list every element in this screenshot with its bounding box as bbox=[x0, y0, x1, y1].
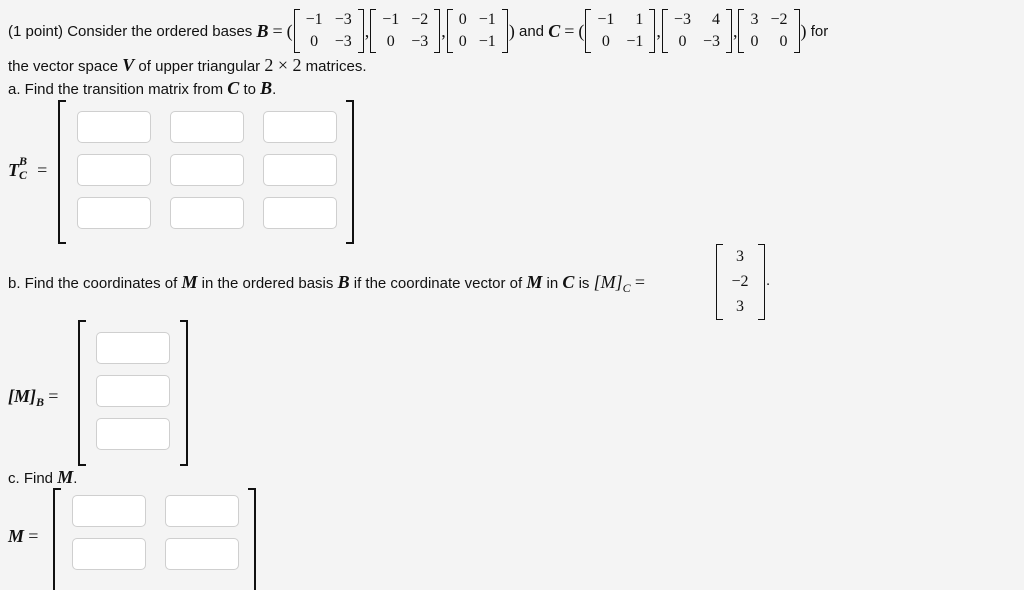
transition-matrix-input-r2c3[interactable] bbox=[263, 154, 337, 186]
coord-vector-label: [M] bbox=[8, 386, 36, 406]
text: . bbox=[766, 272, 771, 289]
m-symbol: M bbox=[181, 272, 198, 292]
part-b-prompt bbox=[8, 272, 645, 296]
close-paren: ) bbox=[508, 20, 515, 41]
coord-b-input-2[interactable] bbox=[96, 375, 170, 407]
left-bracket bbox=[58, 100, 66, 244]
basis-b-label: B bbox=[256, 20, 269, 41]
basis-c-matrix-1: −1 1 0 −1 bbox=[585, 9, 655, 53]
left-bracket bbox=[53, 488, 61, 590]
text: is bbox=[578, 275, 590, 292]
m-symbol: M bbox=[8, 526, 25, 546]
transition-matrix-input-r2c1[interactable] bbox=[77, 154, 151, 186]
comma: , bbox=[732, 20, 738, 41]
text: matrices. bbox=[305, 58, 367, 75]
t-symbol: T bbox=[8, 160, 19, 180]
text: . bbox=[272, 81, 277, 98]
vector-entry: 3 bbox=[736, 298, 744, 315]
superscript: B bbox=[19, 154, 28, 168]
equals-sign: = bbox=[564, 20, 575, 41]
transition-matrix-input-r3c2[interactable] bbox=[170, 197, 244, 229]
text: in bbox=[546, 275, 559, 292]
transition-matrix-input-r2c2[interactable] bbox=[170, 154, 244, 186]
dimensions: 2 × 2 bbox=[264, 55, 302, 75]
open-paren: ( bbox=[286, 20, 293, 41]
text: a. Find the transition matrix from bbox=[8, 81, 224, 98]
vector-entry: 3 bbox=[736, 248, 744, 265]
m-answer-label bbox=[8, 526, 38, 547]
text: c. Find bbox=[8, 470, 54, 487]
text: b. Find the coordinates of bbox=[8, 275, 178, 292]
vector-space-label: V bbox=[122, 55, 135, 75]
part-c-prompt bbox=[8, 467, 77, 488]
right-bracket bbox=[248, 488, 256, 590]
coord-b-input-3[interactable] bbox=[96, 418, 170, 450]
comma: , bbox=[656, 20, 661, 41]
right-bracket bbox=[758, 244, 765, 320]
m-input-r1c2[interactable] bbox=[165, 495, 239, 527]
text: to bbox=[243, 81, 256, 98]
basis-c-label: C bbox=[562, 272, 575, 292]
subscript: B bbox=[36, 395, 45, 409]
m-input-r2c2[interactable] bbox=[165, 538, 239, 570]
basis-c-matrix-2: −3 4 0 −3 bbox=[662, 9, 732, 53]
comma: , bbox=[364, 20, 370, 41]
vector-entry: −2 bbox=[731, 273, 749, 290]
equals-sign: = bbox=[634, 272, 645, 292]
comma: , bbox=[441, 20, 446, 41]
basis-b-label: B bbox=[260, 78, 273, 98]
left-bracket bbox=[78, 320, 86, 466]
problem-statement-line2 bbox=[8, 55, 367, 76]
equals-sign: = bbox=[37, 160, 48, 180]
text: if the coordinate vector of bbox=[353, 275, 523, 292]
text: of upper triangular bbox=[138, 58, 261, 75]
coord-vector-label: [M] bbox=[593, 272, 623, 292]
coord-b-input-1[interactable] bbox=[96, 332, 170, 364]
problem-intro: (1 point) Consider the ordered bases bbox=[8, 22, 253, 40]
basis-b-label: B bbox=[337, 272, 350, 292]
right-bracket bbox=[180, 320, 188, 466]
part-a-prompt bbox=[8, 78, 276, 99]
coord-answer-label bbox=[8, 386, 58, 410]
basis-c-label: C bbox=[227, 78, 240, 98]
transition-matrix-input-r1c3[interactable] bbox=[263, 111, 337, 143]
m-symbol: M bbox=[526, 272, 543, 292]
text: . bbox=[73, 470, 78, 487]
transition-matrix-input-r1c1[interactable] bbox=[77, 111, 151, 143]
transition-matrix-input-r1c2[interactable] bbox=[170, 111, 244, 143]
right-bracket bbox=[346, 100, 354, 244]
m-input-r1c1[interactable] bbox=[72, 495, 146, 527]
coord-vector-values bbox=[722, 244, 758, 319]
equals-sign: = bbox=[28, 526, 39, 546]
problem-statement-line1 bbox=[8, 8, 828, 54]
basis-b-matrix-1: −1 −3 0 −3 bbox=[294, 9, 364, 53]
equals-sign: = bbox=[48, 386, 59, 406]
basis-b-matrix-2: −1 −2 0 −3 bbox=[370, 9, 440, 53]
text: in the ordered basis bbox=[201, 275, 334, 292]
transition-matrix-label bbox=[8, 154, 48, 182]
basis-c-label: C bbox=[548, 20, 561, 41]
close-paren: ) bbox=[800, 20, 807, 41]
equals-sign: = bbox=[272, 20, 283, 41]
subscript: C bbox=[622, 281, 631, 295]
open-paren: ( bbox=[578, 20, 585, 41]
basis-b-matrix-3: 0 −1 0 −1 bbox=[447, 9, 508, 53]
m-input-r2c1[interactable] bbox=[72, 538, 146, 570]
basis-c-matrix-3: 3 −2 0 0 bbox=[738, 9, 799, 53]
m-symbol: M bbox=[57, 467, 74, 487]
and-text: and bbox=[518, 22, 545, 40]
text: the vector space bbox=[8, 58, 119, 75]
for-text: for bbox=[810, 22, 829, 40]
transition-matrix-input-r3c1[interactable] bbox=[77, 197, 151, 229]
subscript: C bbox=[19, 168, 28, 182]
transition-matrix-input-r3c3[interactable] bbox=[263, 197, 337, 229]
